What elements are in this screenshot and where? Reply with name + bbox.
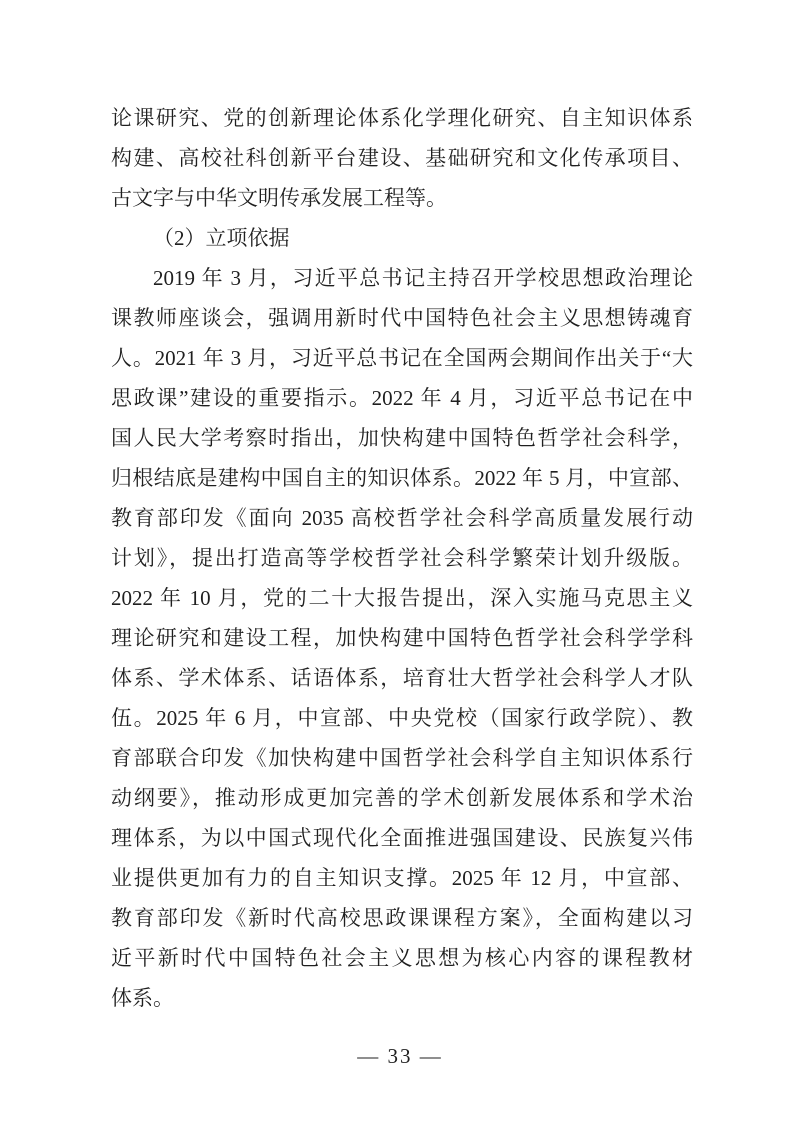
text-line: 国人民大学考察时指出，加快构建中国特色哲学社会科学， xyxy=(111,426,693,450)
text-line: 近平新时代中国特色社会主义思想为核心内容的课程教材 xyxy=(111,946,693,970)
text-line: 教育部印发《面向 2035 高校哲学社会科学高质量发展行动 xyxy=(111,506,693,530)
page-body xyxy=(111,98,693,1018)
text-line: 课教师座谈会，强调用新时代中国特色社会主义思想铸魂育 xyxy=(111,306,693,330)
text-line: 体系。 xyxy=(111,986,174,1010)
text-line: 2019 年 3 月，习近平总书记主持召开学校思想政治理论 xyxy=(153,266,693,290)
page-number: — 33 — xyxy=(357,1044,443,1068)
text-line: 2022 年 10 月，党的二十大报告提出，深入实施马克思主义 xyxy=(111,586,693,610)
text-line: 归根结底是建构中国自主的知识体系。2022 年 5 月，中宣部、 xyxy=(111,466,693,490)
text-line: 构建、高校社科创新平台建设、基础研究和文化传承项目、 xyxy=(111,146,693,170)
text-line: 人。2021 年 3 月，习近平总书记在全国两会期间作出关于“大 xyxy=(111,346,693,370)
text-line: 体系、学术体系、话语体系，培育壮大哲学社会科学人才队 xyxy=(111,666,693,690)
text-line: 动纲要》，推动形成更加完善的学术创新发展体系和学术治 xyxy=(111,786,693,810)
text-line: 理体系，为以中国式现代化全面推进强国建设、民族复兴伟 xyxy=(111,826,693,850)
text-line: 伍。2025 年 6 月，中宣部、中央党校（国家行政学院）、教 xyxy=(111,706,693,730)
text-line: 思政课”建设的重要指示。2022 年 4 月，习近平总书记在中 xyxy=(111,386,693,410)
text-line: 育部联合印发《加快构建中国哲学社会科学自主知识体系行 xyxy=(111,746,693,770)
text-line: 计划》，提出打造高等学校哲学社会科学繁荣计划升级版。 xyxy=(111,546,693,570)
text-line: 古文字与中华文明传承发展工程等。 xyxy=(111,186,447,210)
text-line: 业提供更加有力的自主知识支撑。2025 年 12 月，中宣部、 xyxy=(111,866,693,890)
text-line: 教育部印发《新时代高校思政课课程方案》，全面构建以习 xyxy=(111,906,693,930)
text-line: 理论研究和建设工程，加快构建中国特色哲学社会科学学科 xyxy=(111,626,693,650)
section-heading: （2）立项依据 xyxy=(153,226,290,250)
text-line: 论课研究、党的创新理论体系化学理化研究、自主知识体系 xyxy=(111,106,693,130)
